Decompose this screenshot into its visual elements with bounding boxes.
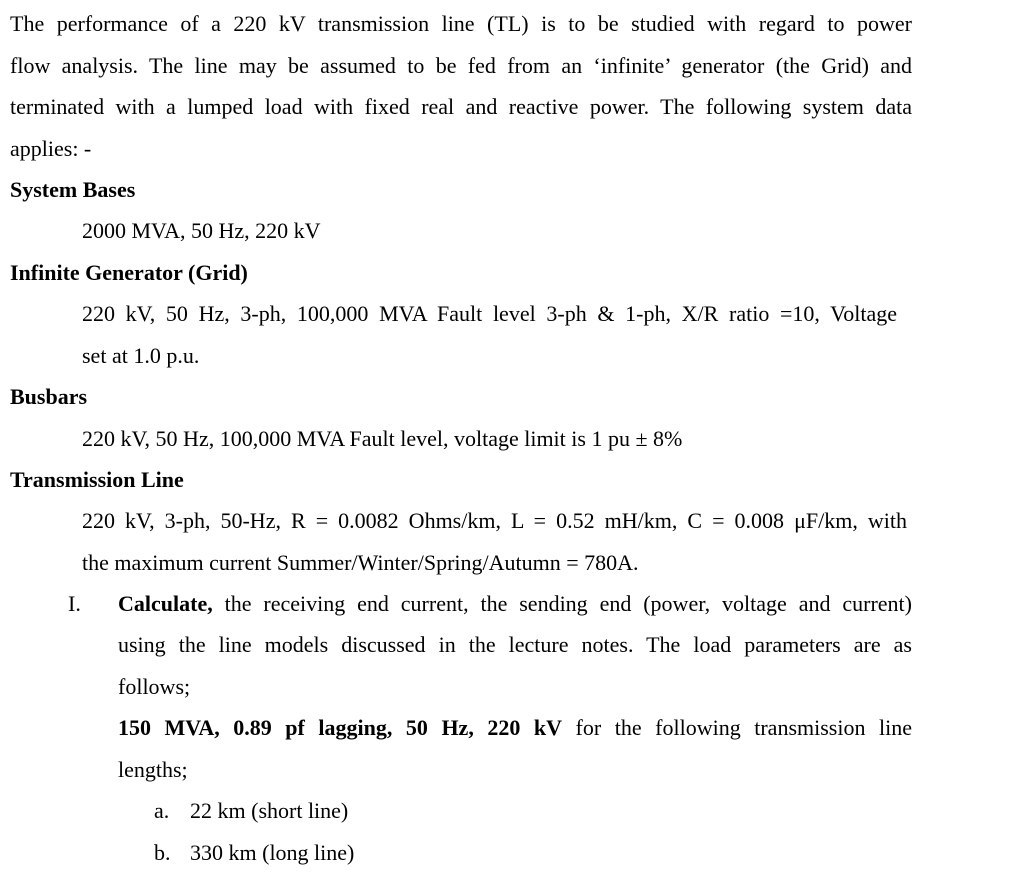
system-bases-text: 2000 MVA, 50 Hz, 220 kV	[82, 218, 321, 243]
intro-line-2: flow analysis. The line may be assumed to be fed from an ‘infinite’ generator (the Grid) and	[10, 53, 912, 78]
line-text-line-2: the maximum current Summer/Winter/Spring/Autumn = 780A.	[82, 550, 639, 575]
intro-line-3: terminated with a lumped load with fixed real and reactive power. The following system data	[10, 94, 912, 119]
item-b-label: b.	[154, 840, 171, 865]
item-b-text: 330 km (long line)	[190, 840, 355, 865]
item-a-text: 22 km (short line)	[190, 798, 349, 823]
intro-line-1: The performance of a 220 kV transmission line (TL) is to be studied with regard to power	[10, 11, 912, 36]
question-line-5: lengths;	[118, 757, 188, 782]
item-a-label: a.	[154, 798, 170, 823]
question-line-1-rest: the receiving end current, the sending end (power, voltage and current)	[212, 591, 912, 616]
busbars-text: 220 kV, 50 Hz, 100,000 MVA Fault level, voltage limit is 1 pu ± 8%	[82, 426, 683, 451]
heading-busbars: Busbars	[10, 384, 88, 409]
intro-line-4: applies: -	[10, 136, 92, 161]
question-number: I.	[68, 591, 81, 616]
line-text-line-1: 220 kV, 3-ph, 50-Hz, R = 0.0082 Ohms/km, L = 0.52 mH/km, C = 0.008 μF/km, with	[82, 508, 907, 533]
heading-transmission-line: Transmission Line	[10, 467, 184, 492]
question-line-1	[118, 593, 912, 615]
question-line-3: follows;	[118, 674, 191, 699]
question-line-4-rest: for the following transmission line	[562, 715, 912, 740]
heading-infinite-generator: Infinite Generator (Grid)	[10, 260, 248, 285]
grid-text-line-2: set at 1.0 p.u.	[82, 343, 200, 368]
heading-system-bases: System Bases	[10, 177, 136, 202]
load-parameters: 150 MVA, 0.89 pf lagging, 50 Hz, 220 kV	[118, 715, 563, 740]
question-line-4	[118, 717, 912, 739]
calculate-keyword: Calculate,	[118, 591, 213, 616]
question-line-2: using the line models discussed in the lecture notes. The load parameters are as	[118, 632, 912, 657]
grid-text-line-1: 220 kV, 50 Hz, 3-ph, 100,000 MVA Fault level 3-ph & 1-ph, X/R ratio =10, Voltage	[82, 301, 897, 326]
